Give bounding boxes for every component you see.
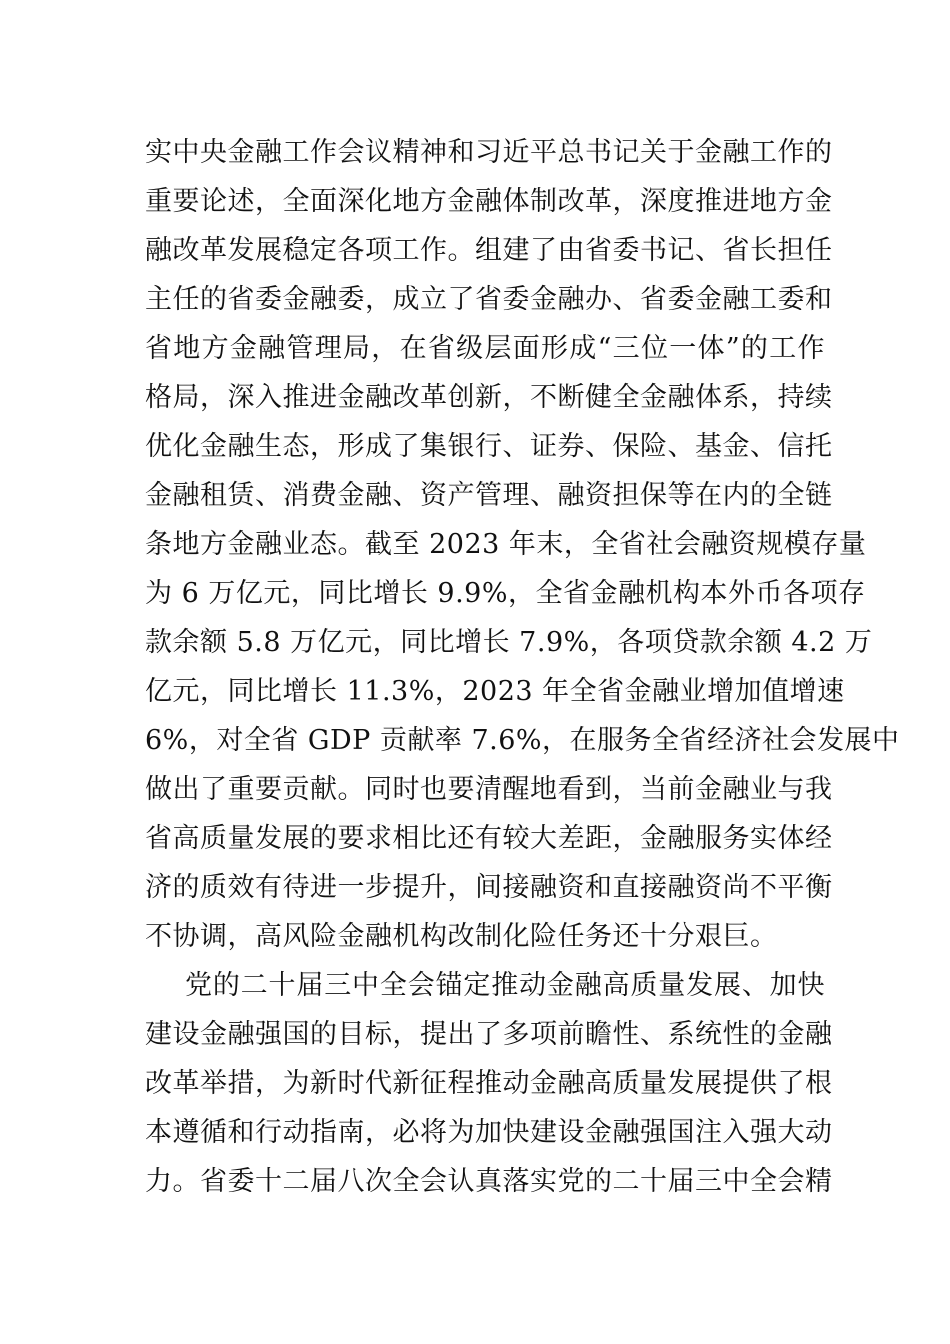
- text-line: 主任的省委金融委，成立了省委金融办、省委金融工委和: [145, 284, 833, 315]
- text-line: 为 6 万亿元，同比增长 9.9%，全省金融机构本外币各项存: [145, 578, 866, 609]
- document-body: [145, 128, 900, 1206]
- text-line: 济的质效有待进一步提升，间接融资和直接融资尚不平衡: [145, 872, 833, 903]
- text-line: 重要论述，全面深化地方金融体制改革，深度推进地方金: [145, 186, 833, 217]
- paragraph-1: [145, 128, 900, 961]
- text-line: 条地方金融业态。截至 2023 年末，全省社会融资规模存量: [145, 529, 867, 560]
- text-line: 6%，对全省 GDP 贡献率 7.6%，在服务全省经济社会发展中: [145, 725, 900, 756]
- text-line: 亿元，同比增长 11.3%，2023 年全省金融业增加值增速: [145, 676, 845, 707]
- text-line: 本遵循和行动指南，必将为加快建设金融强国注入强大动: [145, 1117, 833, 1148]
- text-line: 党的二十届三中全会锚定推动金融高质量发展、加快: [185, 970, 825, 1001]
- text-line: 格局，深入推进金融改革创新，不断健全金融体系，持续: [145, 382, 833, 413]
- text-line: 建设金融强国的目标，提出了多项前瞻性、系统性的金融: [145, 1019, 833, 1050]
- text-line: 不协调，高风险金融机构改制化险任务还十分艰巨。: [145, 921, 778, 952]
- text-line: 款余额 5.8 万亿元，同比增长 7.9%，各项贷款余额 4.2 万: [145, 627, 873, 658]
- text-line: 融改革发展稳定各项工作。组建了由省委书记、省长担任: [145, 235, 833, 266]
- paragraph-2: [145, 961, 833, 1206]
- text-line: 实中央金融工作会议精神和习近平总书记关于金融工作的: [145, 137, 833, 168]
- text-line: 省地方金融管理局，在省级层面形成“三位一体”的工作: [145, 333, 825, 364]
- text-line: 力。省委十二届八次全会认真落实党的二十届三中全会精: [145, 1166, 833, 1197]
- text-line: 金融租赁、消费金融、资产管理、融资担保等在内的全链: [145, 480, 833, 511]
- text-line: 优化金融生态，形成了集银行、证券、保险、基金、信托: [145, 431, 833, 462]
- text-line: 改革举措，为新时代新征程推动金融高质量发展提供了根: [145, 1068, 833, 1099]
- text-line: 省高质量发展的要求相比还有较大差距，金融服务实体经: [145, 823, 833, 854]
- text-line: 做出了重要贡献。同时也要清醒地看到，当前金融业与我: [145, 774, 833, 805]
